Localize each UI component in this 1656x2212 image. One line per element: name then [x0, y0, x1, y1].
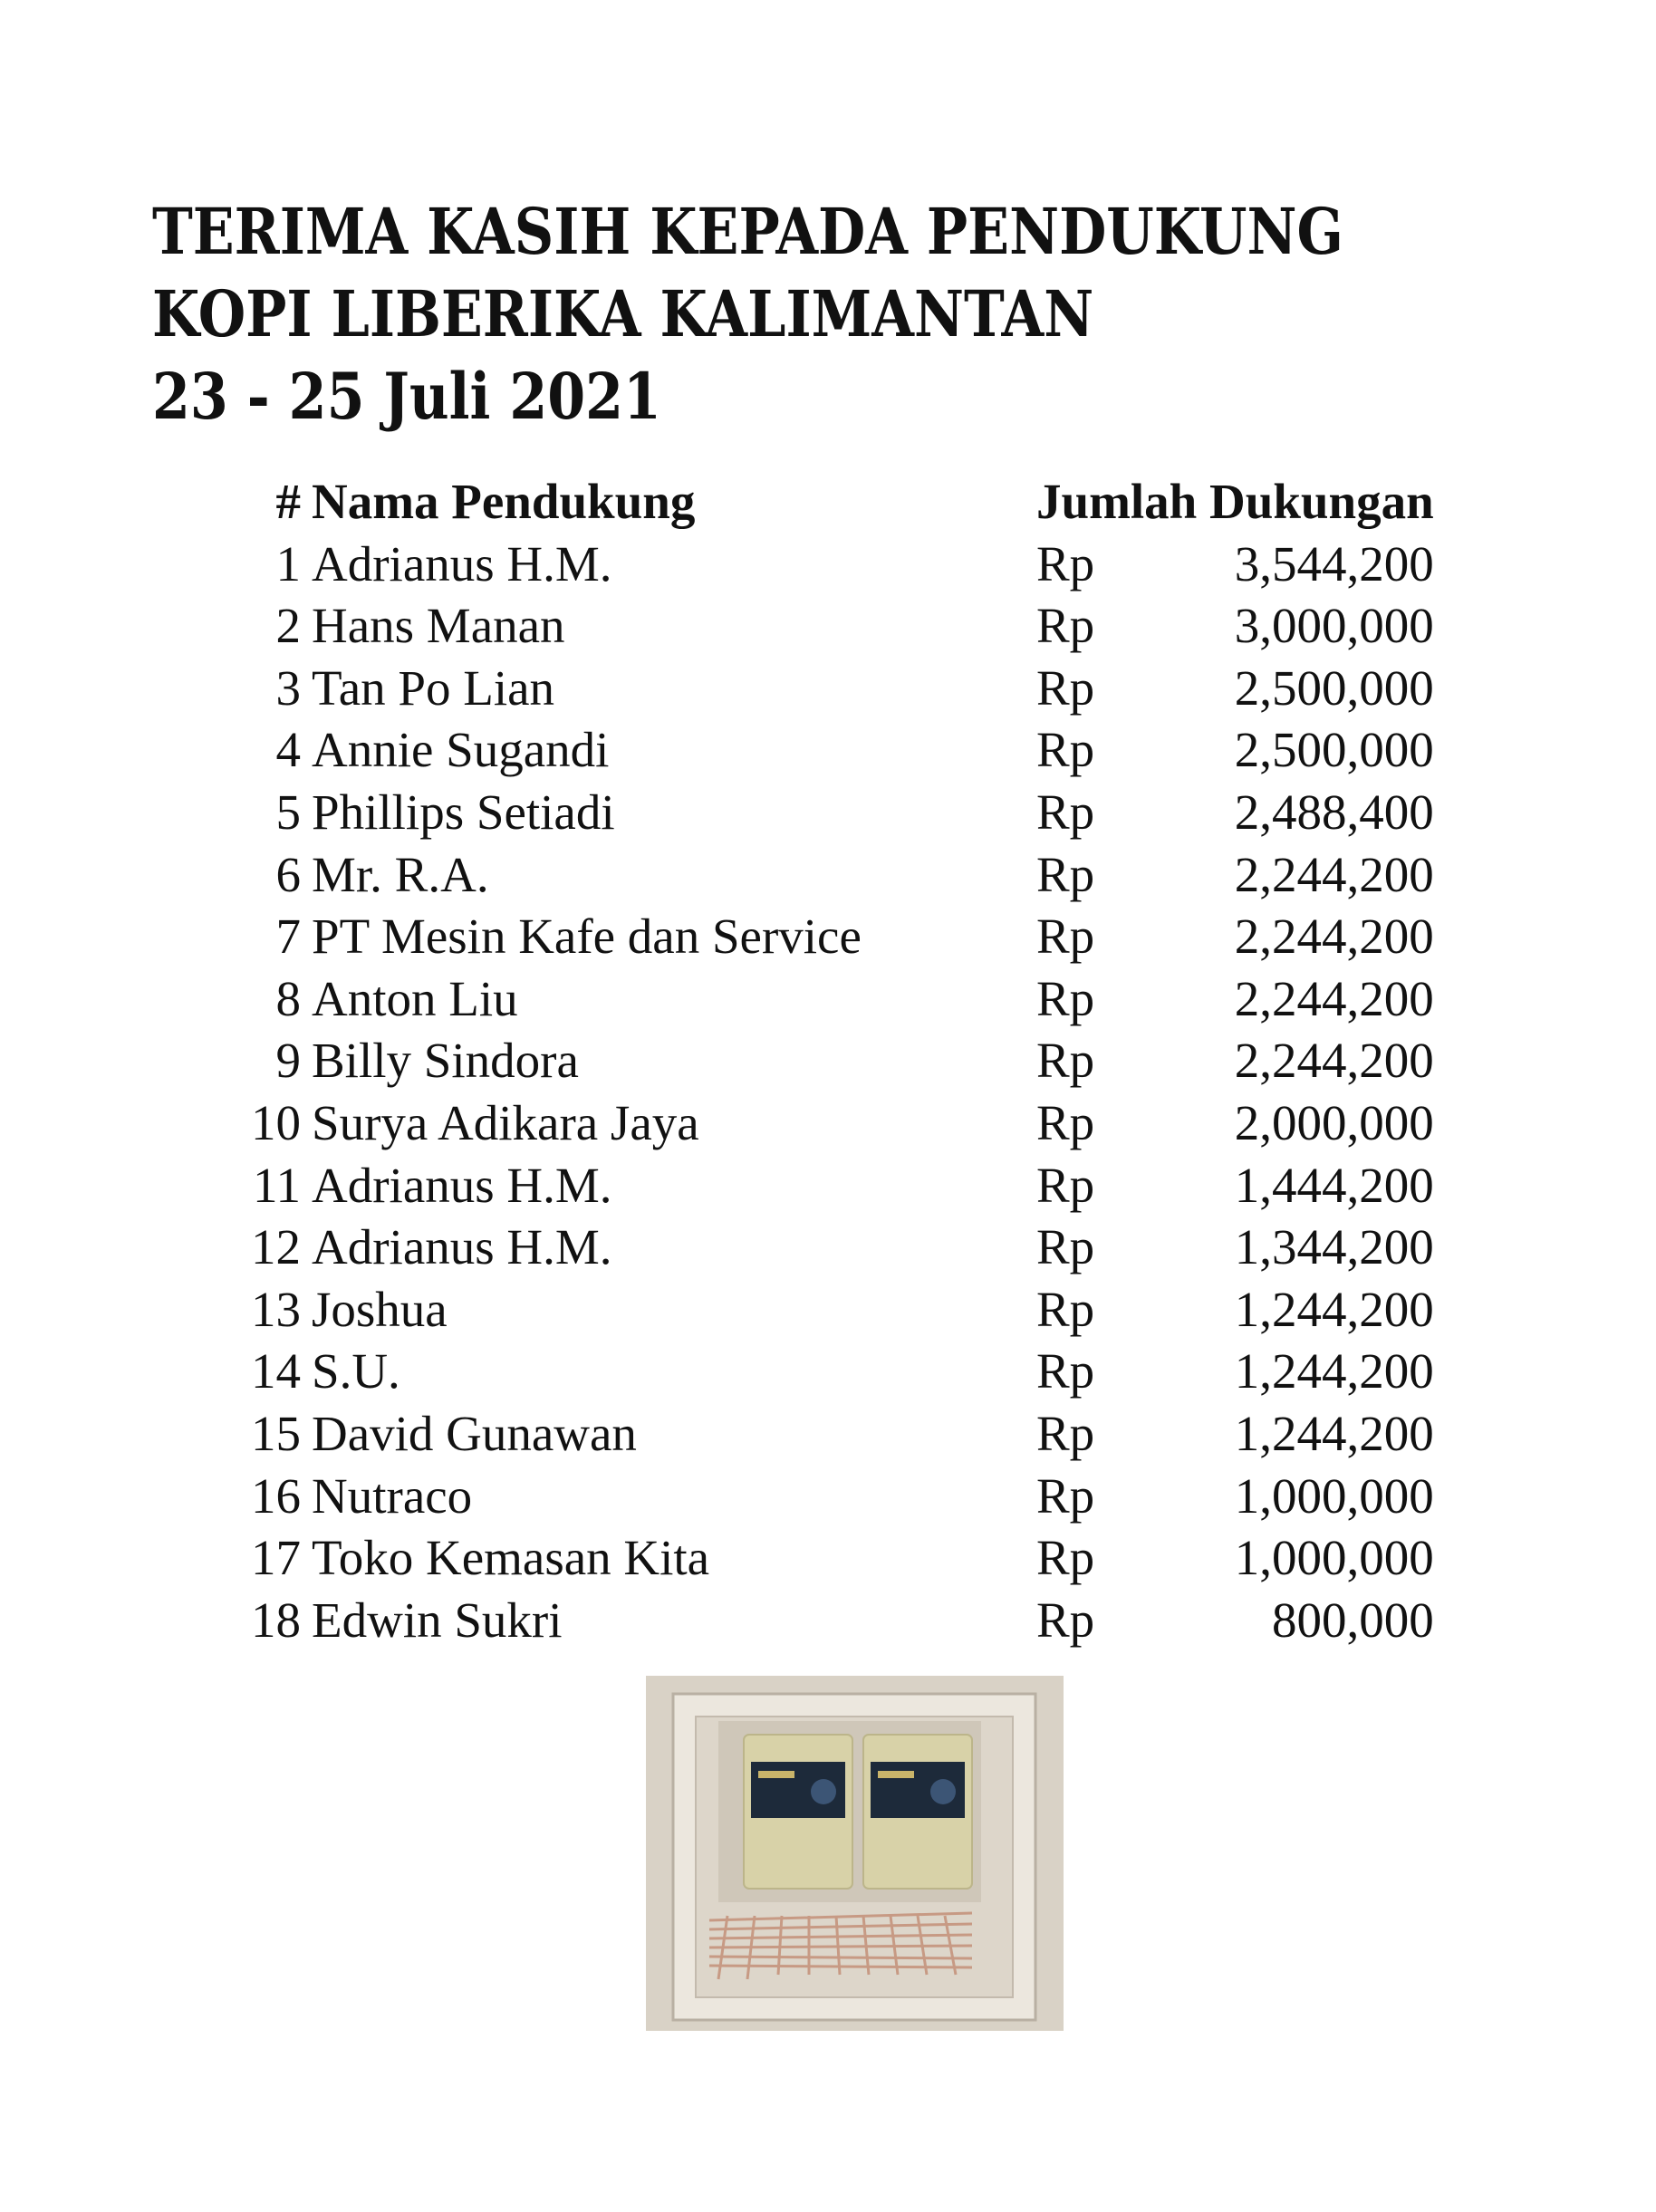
row-number: 11: [253, 1157, 301, 1213]
currency-label: Rp: [1036, 1405, 1095, 1461]
table-row: [217, 1092, 1434, 1155]
table-row: [217, 1527, 1434, 1590]
supporter-name: Tan Po Lian: [312, 659, 555, 716]
supporter-name: Anton Liu: [312, 970, 518, 1026]
gift-box-photo: [646, 1676, 1064, 2031]
row-number: 4: [275, 722, 301, 778]
currency-label: Rp: [1036, 598, 1095, 654]
supporter-name: Joshua: [312, 1281, 448, 1337]
row-number: 3: [275, 659, 301, 716]
coffee-bag-left: [744, 1735, 852, 1889]
currency-label: Rp: [1036, 535, 1095, 591]
currency-label: Rp: [1036, 1343, 1095, 1399]
row-number: 13: [251, 1281, 301, 1337]
currency-label: Rp: [1036, 970, 1095, 1026]
supporter-name: Adrianus H.M.: [312, 1157, 612, 1213]
support-amount: 1,344,200: [1234, 1219, 1434, 1275]
row-number: 2: [275, 598, 301, 654]
table-row: [217, 1217, 1434, 1279]
supporter-name: Nutraco: [312, 1467, 473, 1524]
table-row: [217, 906, 1434, 968]
currency-label: Rp: [1036, 909, 1095, 965]
supporter-name: Annie Sugandi: [312, 722, 610, 778]
support-amount: 1,000,000: [1234, 1530, 1434, 1586]
supporter-name: Adrianus H.M.: [312, 1219, 612, 1275]
supporter-name: Phillips Setiadi: [312, 784, 615, 840]
table-row: [217, 1030, 1434, 1092]
row-number: 10: [251, 1094, 301, 1150]
supporters-rows: [217, 534, 1434, 1652]
currency-label: Rp: [1036, 1157, 1095, 1213]
row-number: 17: [251, 1530, 301, 1586]
currency-label: Rp: [1036, 722, 1095, 778]
row-number: 9: [275, 1033, 301, 1089]
support-amount: 2,000,000: [1234, 1094, 1434, 1150]
row-number: 12: [251, 1219, 301, 1275]
currency-label: Rp: [1036, 1094, 1095, 1150]
header-amount: Jumlah Dukungan: [1036, 474, 1434, 529]
coffee-bag-right: [863, 1735, 972, 1889]
title-line-1: TERIMA KASIH KEPADA PENDUKUNG: [152, 194, 1343, 269]
currency-label: Rp: [1036, 1530, 1095, 1586]
row-number: 6: [275, 846, 301, 902]
supporter-name: David Gunawan: [312, 1405, 637, 1461]
table-row: [217, 658, 1434, 720]
supporter-name: Billy Sindora: [312, 1033, 579, 1089]
supporter-name: Toko Kemasan Kita: [312, 1530, 710, 1586]
title-line-2: KOPI LIBERIKA KALIMANTAN: [152, 276, 1094, 351]
table-row: [217, 1279, 1434, 1342]
currency-label: Rp: [1036, 1467, 1095, 1524]
table-row: [217, 968, 1434, 1031]
row-number: 18: [251, 1592, 301, 1648]
support-amount: 1,000,000: [1234, 1467, 1434, 1524]
support-amount: 2,488,400: [1234, 784, 1434, 840]
table-row: [217, 1341, 1434, 1403]
gift-box-illustration: [646, 1676, 1064, 2031]
table-row: [217, 719, 1434, 782]
support-amount: 1,444,200: [1234, 1157, 1434, 1213]
support-amount: 1,244,200: [1234, 1343, 1434, 1399]
table-row: [217, 1403, 1434, 1466]
currency-label: Rp: [1036, 846, 1095, 902]
table-row: [217, 534, 1434, 596]
table-row: [217, 1155, 1434, 1217]
supporter-name: Hans Manan: [312, 598, 565, 654]
row-number: 16: [251, 1467, 301, 1524]
currency-label: Rp: [1036, 1219, 1095, 1275]
table-row: [217, 595, 1434, 658]
title-line-3: 23 - 25 Juli 2021: [152, 359, 661, 434]
row-number: 14: [251, 1343, 301, 1399]
supporter-name: Adrianus H.M.: [312, 535, 612, 591]
currency-label: Rp: [1036, 1592, 1095, 1648]
currency-label: Rp: [1036, 659, 1095, 716]
currency-label: Rp: [1036, 784, 1095, 840]
row-number: 8: [275, 970, 301, 1026]
row-number: 7: [275, 909, 301, 965]
currency-label: Rp: [1036, 1281, 1095, 1337]
support-amount: 3,544,200: [1234, 535, 1434, 591]
support-amount: 2,500,000: [1234, 722, 1434, 778]
support-amount: 1,244,200: [1234, 1405, 1434, 1461]
table-header-row: [217, 471, 1434, 534]
supporter-name: Mr. R.A.: [312, 846, 489, 902]
support-amount: 2,500,000: [1234, 659, 1434, 716]
supporter-name: PT Mesin Kafe dan Service: [312, 909, 862, 965]
support-amount: 2,244,200: [1234, 1033, 1434, 1089]
support-amount: 2,244,200: [1234, 846, 1434, 902]
header-number: #: [275, 474, 301, 529]
supporter-name: S.U.: [312, 1343, 400, 1399]
support-amount: 800,000: [1271, 1592, 1434, 1648]
supporter-name: Surya Adikara Jaya: [312, 1094, 699, 1150]
support-amount: 1,244,200: [1234, 1281, 1434, 1337]
table-row: [217, 1466, 1434, 1528]
support-amount: 2,244,200: [1234, 970, 1434, 1026]
table-row: [217, 1590, 1434, 1652]
support-amount: 2,244,200: [1234, 909, 1434, 965]
header-name: Nama Pendukung: [312, 474, 696, 529]
support-amount: 3,000,000: [1234, 598, 1434, 654]
currency-label: Rp: [1036, 1033, 1095, 1089]
supporter-name: Edwin Sukri: [312, 1592, 563, 1648]
row-number: 15: [251, 1405, 301, 1461]
page-title: [152, 190, 1343, 438]
table-row: [217, 782, 1434, 844]
supporters-table: [217, 471, 1434, 1651]
table-row: [217, 844, 1434, 907]
row-number: 5: [275, 784, 301, 840]
row-number: 1: [275, 535, 301, 591]
